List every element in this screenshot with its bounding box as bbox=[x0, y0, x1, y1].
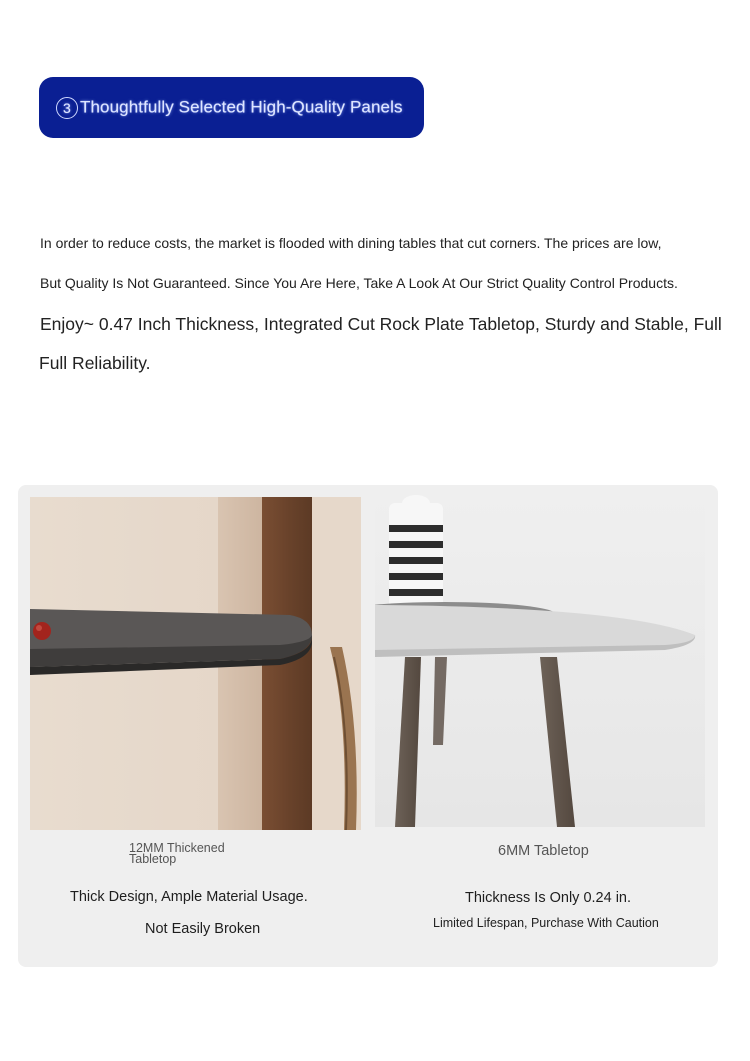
section-header-pill bbox=[39, 77, 424, 138]
right-caution-note: Limited Lifespan, Purchase With Caution bbox=[433, 916, 659, 930]
intro-line-3: Enjoy~ 0.47 Inch Thickness, Integrated Cut Rock Plate Tabletop, Sturdy and Stable, Full bbox=[40, 314, 722, 334]
right-desc-1: Thickness Is Only 0.24 in. bbox=[465, 890, 632, 906]
intro-line-2: But Quality Is Not Guaranteed. Since You Are Here, Take A Look At Our Strict Quality Control Products. bbox=[40, 275, 678, 291]
left-desc-1: Thick Design, Ample Material Usage. bbox=[70, 889, 308, 905]
thin-tabletop-photo bbox=[375, 495, 705, 827]
section-header-title bbox=[56, 97, 403, 119]
intro-line-4: Full Reliability. bbox=[39, 353, 151, 373]
left-photo-title: 12MM Thickened Tabletop bbox=[129, 841, 225, 866]
section-title-text: Thoughtfully Selected High-Quality Panels bbox=[80, 96, 403, 116]
thick-tabletop-photo bbox=[30, 497, 361, 830]
section-number-badge: 3 bbox=[56, 97, 78, 119]
intro-line-1: In order to reduce costs, the market is flooded with dining tables that cut corners. The prices are low, bbox=[40, 235, 662, 251]
left-desc-2: Not Easily Broken bbox=[145, 921, 261, 937]
right-photo-title: 6MM Tabletop bbox=[498, 843, 589, 859]
striped-vase bbox=[389, 495, 443, 613]
